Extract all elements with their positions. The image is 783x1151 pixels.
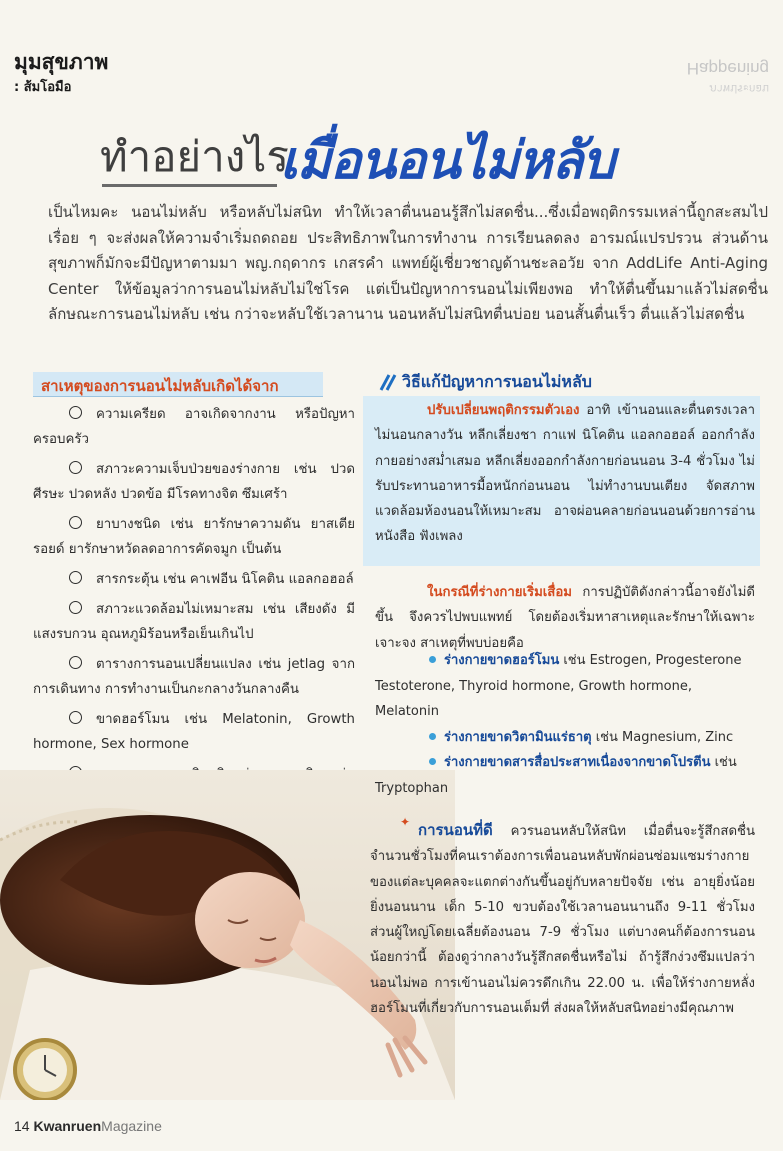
deficiency-head: ร่างกายขาดวิตามินแร่ธาตุ: [444, 729, 592, 745]
section-subtitle: : ส้มโอมือ: [14, 80, 72, 95]
deficiency-text: เช่น Tryptophan: [375, 755, 737, 796]
cause-text: สภาวะแวดล้อมไม่เหมาะสม เช่น เสียงดัง มีแสงรบกวน อุณหภูมิร้อนหรือเย็นเกินไป: [33, 602, 355, 642]
solutions-behavior-paragraph: [375, 398, 755, 550]
circle-bullet-icon: [69, 406, 82, 419]
cause-text: สภาวะความเจ็บป่วยของร่างกาย เช่น ปวดศีรษะ ปวดหลัง ปวดข้อ มีโรคทางจิต ซึมเศร้า: [33, 462, 355, 502]
intro-paragraph: เป็นไหมคะ นอนไม่หลับ หรือหลับไม่สนิท ทำให้เวลาตื่นนอนรู้สึกไม่สดชื่น...ซึ่งเมื่อพฤติกรรมเหล่านี้ถูกสะสมไปเรื่อย ๆ จะส่งผลให้ความจำเริ่มถดถอย ประสิทธิภาพในการทำงาน การเรียนลดลง อารมณ์แปรปรวน ส่วนด้านสุขภาพก็มักจะมีปัญหาตามมา พญ.กฤดากร เกสรคำ แพทย์ผู้เชี่ยวชาญด้านชะลอวัย จาก AddLife Anti-Aging Center ให้ข้อมูลว่าการนอนไม่หลับไม่ใช่โรค แต่เป็นปัญหาการนอนไม่เพียงพอ ทำให้ตื่นขึ้นมาแล้วไม่สดชื่น ลักษณะการนอนไม่หลับ เช่น กว่าจะหลับใช้เวลานาน นอนหลับไม่สนิทตื่นบ่อย นอนสั้นตื่นเร็ว ตื่นแล้วไม่สดชื่น: [48, 203, 768, 323]
dot-bullet-icon: [429, 758, 436, 765]
circle-bullet-icon: [69, 516, 82, 529]
deficiency-item: [375, 750, 755, 801]
circle-bullet-icon: [69, 601, 82, 614]
cause-item: [33, 402, 355, 452]
deficiency-item: [375, 725, 755, 751]
behavior-lead: ปรับเปลี่ยนพฤติกรรมตัวเอง: [427, 403, 580, 418]
good-sleep-text: ควรนอนหลับให้สนิท เมื่อตื่นจะรู้สึกสดชื่น จำนวนชั่วโมงที่คนเราต้องการเพื่อนอนหลับพักผ่อนซ่อมแซมร่างกายของแต่ละบุคคลจะแตกต่างกันขึ้นอยู่กับหลายปัจจัย เช่น อายุยิ่งน้อยยิ่งนอนนาน เด็ก 5-10 ขวบต้องใช้เวลานอนนานถึง 9-11 ชั่วโมง ส่วนผู้ใหญ่โดยเฉลี่ยต้องนอน 7-9 ชั่วโมง แต่บางคนก็ต้องการนอนน้อยกว่านี้ ต้องดูว่ากลางวันรู้สึกสดชื่นหรือไม่ ถ้ารู้สึกง่วงซึมแปลว่านอนไม่พอ การเข้านอนไม่ควรดึกเกิน 22.00 น. เพื่อให้ร่างกายหลั่งฮอร์โมนที่เกี่ยวกับการนอนเต็มที่ ส่งผลให้หลับสนิทอย่างมีคุณภาพ: [370, 824, 755, 1017]
circle-bullet-icon: [69, 656, 82, 669]
circle-bullet-icon: [69, 461, 82, 474]
cause-item: [33, 567, 355, 592]
section-title: มุมสุขภาพ: [14, 50, 109, 74]
causes-heading-bar: [33, 372, 323, 397]
page-footer: [14, 1118, 162, 1134]
magazine-brand: Kwanruen: [33, 1118, 102, 1134]
title-underline: [102, 184, 277, 187]
magazine-word: Magazine: [101, 1118, 162, 1134]
dot-bullet-icon: [429, 656, 436, 663]
deficiency-text: เช่น Estrogen, Progesterone Testoterone, Thyroid hormone, Growth hormone, Melatonin: [375, 653, 742, 719]
cause-item: [33, 457, 355, 507]
cause-item: [33, 512, 355, 562]
cause-text: ขาดฮอร์โมน เช่น Melatonin, Growth hormone, Sex hormone: [33, 712, 355, 752]
article-title: [100, 118, 720, 193]
dot-bullet-icon: [429, 733, 436, 740]
degeneration-text: การปฏิบัติดังกล่าวนี้อาจยังไม่ดีขึ้น จึงควรไปพบแพทย์ โดยต้องเริ่มหาสาเหตุและรักษาให้เฉพาะเจาะจง สาเหตุที่พบบ่อยคือ: [375, 585, 755, 651]
bleed-through-title: Happening: [686, 59, 769, 78]
cause-item: [33, 652, 355, 702]
deficiency-text: เช่น Magnesium, Zinc: [591, 729, 734, 745]
degeneration-lead: ในกรณีที่ร่างกายเริ่มเสื่อม: [427, 585, 572, 600]
deficiency-item: [375, 648, 755, 725]
title-part-1: ทำอย่างไร: [100, 132, 289, 181]
cause-item: [33, 707, 355, 757]
deficiency-head: ร่างกายขาดฮอร์โมน: [444, 653, 560, 668]
page-number: 14: [14, 1118, 30, 1134]
double-slash-icon: [378, 372, 398, 392]
behavior-text: อาทิ เข้านอนและตื่นตรงเวลา ไม่นอนกลางวัน หลีกเลี่ยงชา กาแฟ นิโคติน แอลกอฮอล์ ออกกำลังกายอย่างสม่ำเสมอ หลีกเลี่ยงออกกำลังกายก่อนนอน 3-4 ชั่วโมง ไม่รับประทานอาหารมื้อหนักก่อนนอน ไม่ทำงานบนเตียง จัดสภาพแวดล้อมห้องนอนให้เหมาะสม อาจผ่อนคลายก่อนนอนด้วยการอ่านหนังสือ ฟังเพลง: [375, 403, 755, 545]
good-sleep-paragraph: [370, 818, 755, 1021]
circle-bullet-icon: [69, 711, 82, 724]
cause-text: ยาบางชนิด เช่น ยารักษาความดัน ยาสเตียรอยด์ ยารักษาหวัดลดอาการคัดจมูก เป็นต้น: [33, 517, 355, 557]
cause-text: ตารางการนอนเปลี่ยนแปลง เช่น jetlag จากการเดินทาง การทำงานเป็นกะกลางวันกลางคืน: [33, 657, 355, 697]
solutions-degeneration-paragraph: [375, 580, 755, 656]
deficiency-head: ร่างกายขาดสารสื่อประสาทเนื่องจากขาดโปรตีน: [444, 755, 711, 770]
causes-list: [33, 402, 355, 817]
good-sleep-heading: การนอนที่ดี: [418, 821, 493, 839]
circle-bullet-icon: [69, 571, 82, 584]
cause-text: ความเครียด อาจเกิดจากงาน หรือปัญหาครอบครัว: [33, 407, 355, 447]
cause-text: สารกระตุ้น เช่น คาเฟอีน นิโคติน แอลกอฮอล์: [96, 572, 354, 587]
deficiency-list: [375, 648, 755, 801]
cause-item: [33, 597, 355, 647]
causes-heading: สาเหตุของการนอนไม่หลับเกิดได้จาก: [41, 377, 279, 395]
solutions-heading: วิธีแก้ปัญหาการนอนไม่หลับ: [402, 372, 592, 391]
bleed-through-subtitle: ภาพประกอบ: [709, 82, 769, 95]
sparkle-icon: ✦: [400, 815, 411, 829]
title-part-2: เมื่อนอนไม่หลับ: [280, 131, 615, 191]
